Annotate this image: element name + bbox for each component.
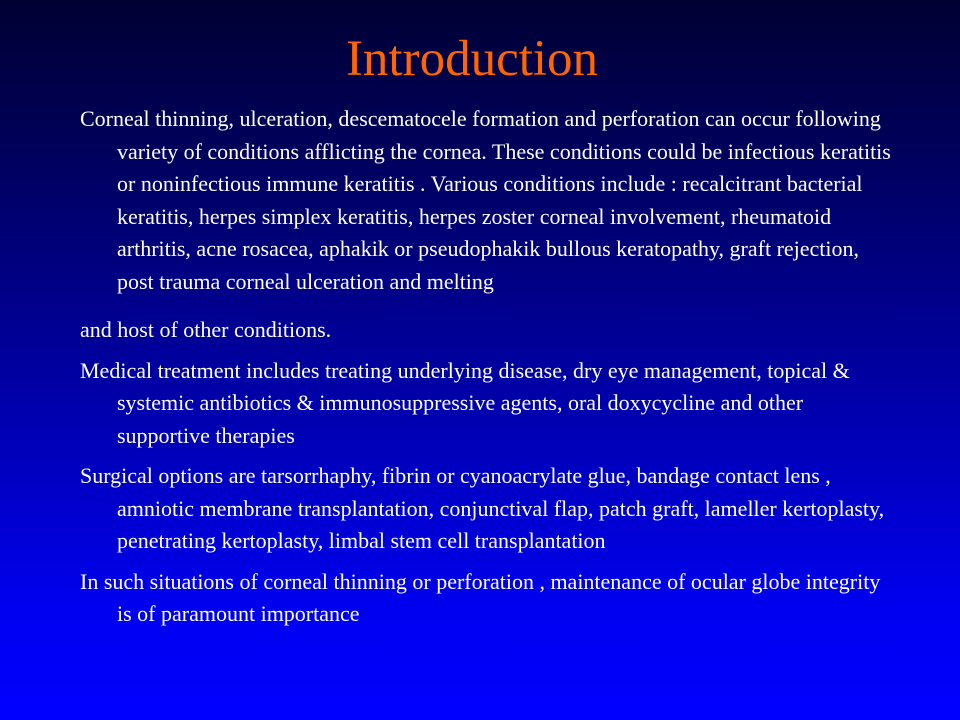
paragraph-conditions: [80, 103, 900, 347]
paragraph-surgical-options: Surgical options are tarsorrhaphy, fibrin or cyanoacrylate glue, bandage contact lens , amniotic membrane transplantation, conjunctival flap, patch graft, lameller kertoplasty, penetrating kertoplasty, limbal stem cell transplantation: [80, 463, 885, 553]
slide-body: [80, 103, 900, 631]
slide-title: Introduction: [345, 31, 599, 87]
paragraph-globe-integrity: In such situations of corneal thinning or perforation , maintenance of ocular globe integrity is of paramount importance: [80, 568, 881, 626]
paragraph-conditions-text: Corneal thinning, ulceration, descematocele formation and perforation can occur following variety of conditions afflicting the cornea. These conditions could be infectious keratitis or noninfectious immune keratitis . Various conditions include : recalcitrant bacterial keratitis, herpes simplex keratitis, herpes zoster corneal involvement, rheumatoid arthritis, acne rosacea, aphakik or pseudophakik bullous keratopathy, graft rejection, post trauma corneal ulceration and melting: [80, 106, 891, 294]
paragraph-conditions-tail: and host of other conditions.: [80, 317, 332, 342]
paragraph-medical-treatment: Medical treatment includes treating underlying disease, dry eye management, topical & systemic antibiotics & immunosuppressive agents, oral doxycycline and other supportive therapies: [80, 357, 850, 448]
